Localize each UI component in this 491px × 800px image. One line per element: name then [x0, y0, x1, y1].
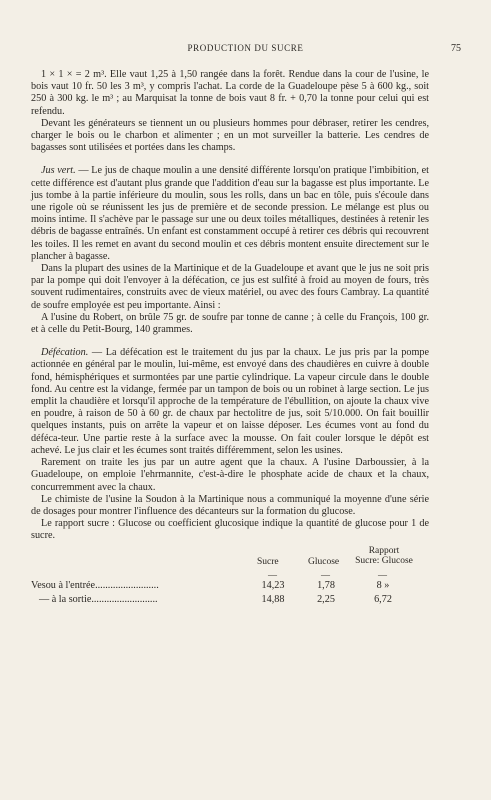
- paragraph-5: A l'usine du Robert, on brûle 75 gr. de soufre par tonne de canne ; à celle du François, 100 gr. et à celle du Petit-Bourg, 140 grammes.: [31, 311, 429, 336]
- cell-rapport: 8 »: [376, 579, 390, 591]
- paragraph-2: Devant les générateurs se tiennent un ou plusieurs hommes pour débraser, retirer les cendres, charger le bois ou le charbon et alimenter ; en un mot surveiller la batterie. Les cendres de bagasses sont utilisées et portées dans les champs.: [31, 117, 429, 154]
- running-header: [30, 43, 461, 57]
- paragraph-9: Le rapport sucre : Glucose ou coefficient glucosique indique la quantité de glucose pour 1 de sucre.: [31, 518, 429, 542]
- body-text: [31, 69, 429, 607]
- cell-rapport: 6,72: [374, 593, 392, 605]
- table-row: [31, 579, 429, 593]
- table-row: [31, 593, 429, 607]
- table-header-rule: — — —: [268, 569, 387, 580]
- glucose-table: [31, 545, 429, 607]
- cell-glucose: 2,25: [317, 593, 335, 605]
- paragraph-8: Le chimiste de l'usine la Soudon à la Martinique nous a communiqué la moyenne d'une série de dosages pour montrer l'influence des décanteurs sur la formation du glucose.: [31, 493, 429, 517]
- page-number: 75: [451, 43, 461, 54]
- cell-sucre: 14,23: [261, 579, 285, 591]
- section-heading-defecation: Défécation.: [41, 347, 89, 359]
- paragraph-defecation: Défécation. — La défécation est le traitement du jus par la chaux. Le jus pris par la pompe actionnée en général par le moulin, lui-même, est envoyé dans des chaudières en cuivre à double fond, hémisphériques et surmontées par une partie cylindrique. La vapeur circule dans le double fond. Au centre est la vidange, fermée par un tampon de bois ou un robinet à large section. Le jus emplit la chaudière et lorsqu'il approche de la température de l'ébullition, on ajoute la chaux vive en poudre, à raison de 50 à 60 gr. de chaux par hectolitre de jus, soit 5/10.000. On fait bouillir quelques instants, puis on arrête la vapeur et on laisse déposer. Les écumes vont au fond du déféca-teur. Une partie reste à la surface avec la mousse. On fait couler lorsque le dépôt est achevé. Le jus clair et les écumes sont traités différemment, selon les usines.: [31, 347, 429, 456]
- table-header: [31, 545, 429, 569]
- paragraph-1: 1 × 1 × = 2 m³. Elle vaut 1,25 à 1,50 rangée dans la forêt. Rendue dans la cour de l'usine, le bois vaut 10 fr. 50 les 3 m³, y compris l'achat. La corde de la Guadeloupe pèse 5 à 600 kg., soit 250 à 300 kg. le m³ ; au Marquisat la tonne de bois vaut 8 fr. + 0,70 la tonne pour celui qui est refendu.: [31, 69, 429, 117]
- row-label: — à la sortie..........................: [39, 593, 158, 605]
- paragraph-7: Rarement on traite les jus par un autre agent que la chaux. A l'usine Darboussier, à la Guadeloupe, on emploie l'ehrmannite, c'est-à-dire le phosphate acide de chaux et la chaux, concurremment avec la chaux.: [31, 457, 429, 493]
- paragraph-4: Dans la plupart des usines de la Martinique et de la Guadeloupe et avant que le jus ne soit pris par la pompe qui doit l'envoyer à la défécation, ce jus est sulfité à froid au moyen de fours, très souvent rudimentaires, construits avec de vieux matériel, ou avec des fours Cambray. La quantité de soufre employée est peu importante. Ainsi :: [31, 263, 429, 311]
- row-label: Vesou à l'entrée.........................: [31, 579, 159, 591]
- col-header-rapport: Rapport Sucre: Glucose: [355, 545, 413, 566]
- running-title: PRODUCTION DU SUCRE: [187, 43, 304, 53]
- paragraph-jus-vert: Jus vert. — Le jus de chaque moulin a une densité différente lorsqu'on pratique l'imbibition, et cette différence est d'autant plus grande que l'addition d'eau sur la bagasse est plus importante. Le jus tombe à la partie inférieure du moulin, sous les rolls, dans un bac en tôle, puis s'écoule dans une rigole où se réunissent les jus de première et de seconde pression. Le mélange est plus ou moins intime. Il s'achève par le passage sur une ou deux toiles métalliques, destinées à retenir les débris de bagasse entraînés. Un enfant est constamment occupé à retirer ces débris qui recouvrent les toiles. Il les remet en avant du second moulin et ces débris montent ensuite directement sur le plancher à bagasse.: [31, 165, 430, 262]
- cell-sucre: 14,88: [261, 593, 285, 605]
- col-header-sucre: Sucre: [257, 556, 279, 567]
- section-heading-jus-vert: Jus vert.: [41, 165, 76, 177]
- cell-glucose: 1,78: [317, 579, 335, 591]
- col-header-glucose: Glucose: [308, 556, 340, 567]
